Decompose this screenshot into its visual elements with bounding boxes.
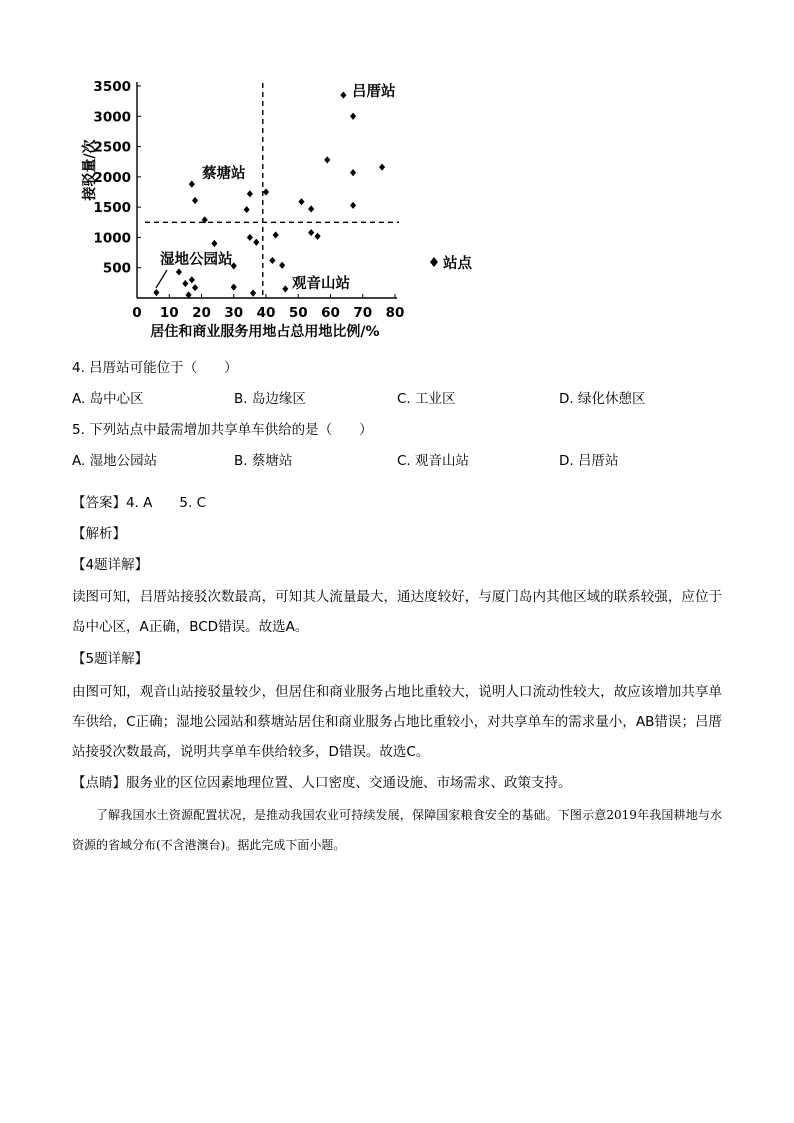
intro-paragraph: 了解我国水土资源配置状况，是推动我国农业可持续发展，保障国家粮食安全的基础。下图示意2019年我国耕地与水资源的省域分布(不含港澳台)。据此完成下面小题。	[72, 808, 722, 852]
data-point	[350, 113, 356, 120]
data-point	[176, 268, 182, 275]
data-point	[231, 283, 237, 290]
y-axis-label: 接驳量/次	[82, 139, 98, 201]
x-tick-label: 80	[385, 305, 405, 321]
data-point	[263, 188, 269, 195]
annotation-arrow-shidi	[156, 270, 167, 288]
data-point	[192, 284, 198, 291]
x-tick-label: 0	[132, 305, 142, 321]
data-point	[192, 197, 198, 204]
annotation-lvmei: 吕厝站	[352, 84, 396, 100]
data-point	[153, 289, 159, 296]
data-point	[253, 239, 259, 246]
detail-5-label: 【5题详解】	[72, 651, 149, 667]
data-point	[315, 233, 321, 240]
data-point	[189, 181, 195, 188]
x-tick-label: 50	[288, 305, 308, 321]
data-point	[308, 205, 314, 212]
legend-label: 站点	[443, 256, 472, 272]
data-point	[340, 91, 346, 98]
annotation-guanyinshan: 观音山站	[292, 276, 350, 292]
y-tick-label: 500	[102, 260, 131, 277]
data-point	[247, 190, 253, 197]
x-tick-label: 30	[224, 305, 244, 321]
highlight-label: 【点睛】	[72, 775, 126, 791]
x-tick-label: 10	[159, 305, 179, 321]
data-point	[350, 169, 356, 176]
x-tick-label: 70	[353, 305, 373, 321]
y-tick-label: 1000	[93, 230, 131, 247]
question-5-option-b: B. 蔡塘站	[234, 453, 293, 469]
question-4-option-d: D. 绿化休憩区	[559, 391, 646, 407]
question-5-option-a: A. 湿地公园站	[72, 453, 158, 469]
x-tick-label: 40	[256, 305, 276, 321]
data-point	[379, 164, 385, 171]
x-tick-label: 20	[192, 305, 211, 321]
question-4-stem: 4. 吕厝站可能位于（ ）	[72, 360, 238, 376]
chart-ticks	[93, 79, 404, 321]
y-tick-label: 2500	[93, 139, 131, 156]
data-point	[298, 198, 304, 205]
y-tick-label: 3500	[93, 79, 131, 95]
detail-5-text: 由图可知，观音山站接驳量较少，但居住和商业服务占地比重较大，说明人口流动性较大，故应该增加共享单车供给，C正确；湿地公园站和蔡塘站居住和商业服务占地比重较小，对共享单车的需求量小，AB错误；吕厝站接驳次数最高，说明共享单车供给较多，D错误。故选C。	[72, 684, 722, 760]
data-point	[282, 285, 288, 292]
data-point	[350, 202, 356, 209]
analysis-label: 【解析】	[72, 526, 126, 542]
data-point	[182, 280, 188, 287]
question-5-option-c: C. 观音山站	[397, 453, 470, 469]
chart-annotations	[156, 82, 472, 292]
data-point	[250, 290, 256, 297]
question-5-option-d: D. 吕厝站	[559, 453, 619, 469]
detail-4-text: 读图可知，吕厝站接驳次数最高，可知其人流量最大，通达度较好，与厦门岛内其他区域的联系较强，应位于岛中心区，A正确，BCD错误。故选A。	[72, 589, 722, 635]
answer-text: 4. A 5. C	[126, 495, 207, 511]
data-point	[279, 262, 285, 269]
answer-label: 【答案】	[72, 495, 126, 511]
annotation-caitang: 蔡塘站	[202, 166, 246, 182]
data-point	[247, 234, 253, 241]
data-point	[324, 156, 330, 163]
data-point	[273, 231, 279, 238]
y-tick-label: 3000	[93, 109, 131, 126]
highlight-line	[72, 773, 572, 793]
annotation-shidi: 湿地公园站	[160, 252, 233, 268]
question-4-option-a: A. 岛中心区	[72, 391, 144, 407]
question-4-option-c: C. 工业区	[397, 391, 456, 407]
data-point	[244, 206, 250, 213]
data-point	[211, 240, 217, 247]
question-5-stem: 5. 下列站点中最需增加共享单车供给的是（ ）	[72, 422, 373, 438]
scatter-chart	[60, 70, 490, 350]
data-point	[269, 257, 275, 264]
answer-line	[72, 493, 206, 513]
legend-marker	[430, 257, 438, 267]
data-point	[308, 229, 314, 236]
y-tick-label: 1500	[93, 200, 131, 217]
y-tick-label: 2000	[93, 169, 131, 186]
x-tick-label: 60	[321, 305, 340, 321]
x-axis-label: 居住和商业服务用地占总用地比例/%	[150, 324, 380, 340]
highlight-text: 服务业的区位因素地理位置、人口密度、交通设施、市场需求、政策支持。	[126, 775, 572, 791]
data-point	[189, 276, 195, 283]
question-4-option-b: B. 岛边缘区	[234, 391, 306, 407]
detail-4-label: 【4题详解】	[72, 557, 149, 573]
